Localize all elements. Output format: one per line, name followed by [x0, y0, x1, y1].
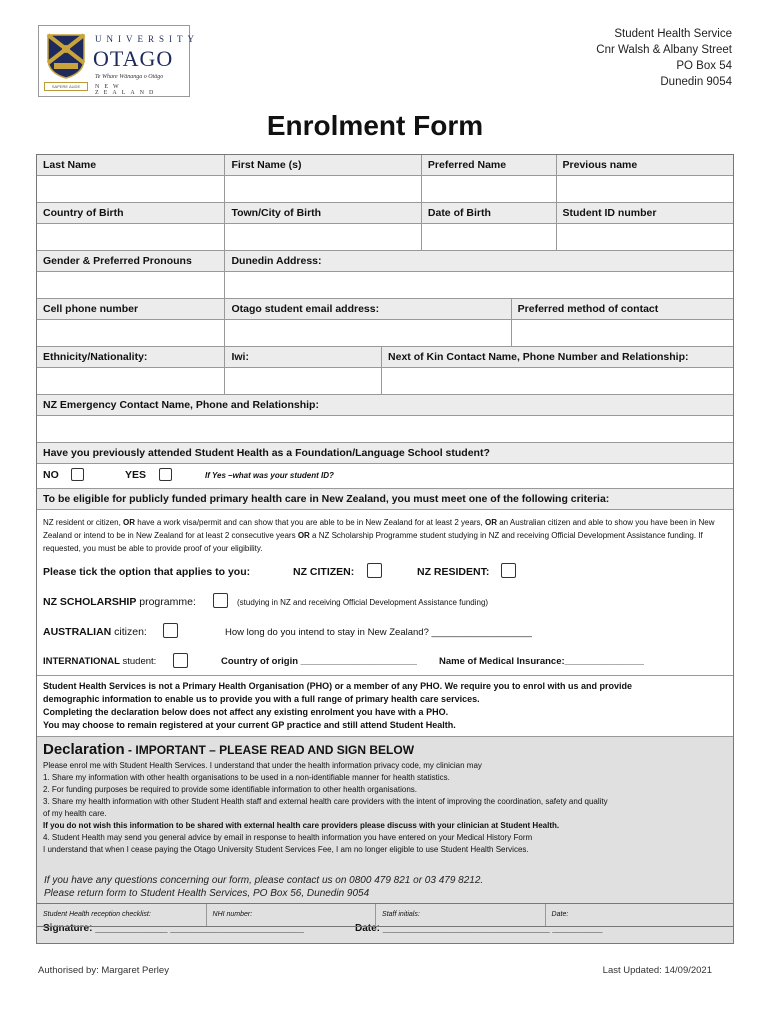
eligibility-criteria	[43, 516, 723, 555]
declaration-line-7: 4. Student Health may send you general advice by email in response to health information you have entered on your Medical History Form	[43, 833, 533, 842]
pho-notice	[37, 676, 733, 736]
declaration-subheading: - IMPORTANT – PLEASE READ AND SIGN BELOW	[124, 743, 415, 757]
country-of-birth-field[interactable]	[37, 224, 225, 250]
declaration-line-5: of my health care.	[43, 809, 107, 818]
declaration-body	[43, 760, 727, 856]
last-name-label: Last Name	[37, 155, 225, 175]
address-line-1: Student Health Service	[614, 28, 732, 40]
cell-phone-label: Cell phone number	[37, 299, 225, 319]
eligibility-heading: To be eligible for publicly funded primary health care in New Zealand, you must meet one of the following criteria:	[37, 489, 733, 509]
logo-maori-text: Te Whare Wānanga o Otāgo	[95, 74, 164, 80]
scholarship-label	[43, 596, 196, 608]
address-line-3: PO Box 54	[676, 60, 732, 72]
logo-university-text: UNIVERSITY	[95, 34, 199, 44]
contact-note-line-2: Please return form to Student Health Services, PO Box 56, Dunedin 9054	[44, 888, 370, 899]
dunedin-address-label: Dunedin Address:	[225, 251, 733, 271]
reception-checklist	[36, 903, 734, 927]
nz-citizen-label: NZ CITIZEN:	[293, 566, 355, 578]
foundation-question: Have you previously attended Student Health as a Foundation/Language School student?	[37, 443, 733, 463]
criteria-or-3: OR	[297, 531, 310, 540]
declaration-line-1: Please enrol me with Student Health Services. I understand that under the health information privacy code, my clinician may	[43, 761, 482, 770]
stay-duration-question[interactable]: How long do you intend to stay in New Zealand? ___________________	[225, 627, 532, 638]
criteria-text-1: NZ resident or citizen,	[43, 518, 124, 527]
notice-line-3: Completing the declaration below does not affect any existing enrolment you have with a PHO.	[43, 707, 449, 717]
date-of-birth-label: Date of Birth	[422, 203, 557, 223]
scholarship-rest: programme:	[136, 596, 196, 608]
first-name-label: First Name (s)	[225, 155, 421, 175]
declaration-heading: Declaration	[43, 741, 125, 758]
contact-method-field[interactable]	[512, 320, 733, 346]
nz-citizen-checkbox[interactable]	[367, 563, 382, 578]
declaration-line-2: 1. Share my information with other health organisations to be used in a non-identifiable manner for health statistics.	[43, 773, 450, 782]
notice-line-2: demographic information to enable us to provide you with a full range of primary health care services.	[43, 694, 480, 704]
address-line-2: Cnr Walsh & Albany Street	[596, 44, 732, 56]
preferred-name-label: Preferred Name	[422, 155, 557, 175]
country-of-birth-label: Country of Birth	[37, 203, 225, 223]
iwi-label: Iwi:	[225, 347, 382, 367]
scholarship-checkbox[interactable]	[213, 593, 228, 608]
emergency-contact-field[interactable]	[37, 416, 733, 442]
checklist-nhi[interactable]: NHI number:	[207, 904, 377, 926]
service-address	[596, 26, 732, 90]
cell-phone-field[interactable]	[37, 320, 225, 346]
contact-method-label: Preferred method of contact	[512, 299, 733, 319]
criteria-text-3: an Australian citizen and able to show you have been in New Zealand or intend to be in New Zealand for at least 2 consecutive years	[43, 518, 715, 540]
emergency-contact-label: NZ Emergency Contact Name, Phone and Relationship:	[37, 395, 733, 415]
enrolment-form	[36, 154, 734, 944]
student-id-label: Student ID number	[557, 203, 733, 223]
crest-motto: SAPERE AUDE	[44, 82, 88, 91]
page-title: Enrolment Form	[266, 110, 484, 141]
crest-icon	[46, 33, 86, 79]
email-label: Otago student email address:	[225, 299, 511, 319]
university-logo	[38, 25, 199, 97]
criteria-or-2: OR	[485, 518, 497, 527]
medical-insurance-field[interactable]: Name of Medical Insurance:_______________	[439, 656, 644, 667]
logo-otago-text: OTAGO	[93, 46, 174, 71]
declaration-line-3: 2. For funding purposes be required to provide some identifiable information to other health organisations.	[43, 785, 418, 794]
previous-name-label: Previous name	[557, 155, 733, 175]
international-label	[43, 656, 156, 667]
authorised-by: Authorised by: Margaret Perley	[38, 965, 169, 976]
country-of-origin-field[interactable]: Country of origin ______________________	[221, 656, 417, 667]
declaration-line-4: 3. Share my health information with other Student Health staff and external health care providers with the intent of improving the coordination, safety and quality	[43, 797, 608, 806]
nz-resident-label: NZ RESIDENT:	[417, 566, 490, 578]
previous-name-field[interactable]	[557, 176, 733, 202]
contact-note-line-1: If you have any questions concerning our form, please contact us on 0800 479 821 or 03 479 8212.	[44, 875, 484, 886]
yes-label: YES	[125, 469, 147, 481]
criteria-text-2: have a work visa/permit and can show that you are able to be in New Zealand for at least 2 years,	[135, 518, 485, 527]
email-field[interactable]	[225, 320, 511, 346]
australian-checkbox[interactable]	[163, 623, 178, 638]
checklist-reception: Student Health reception checklist:	[37, 904, 207, 926]
date-field[interactable]: Date: ______________________________ _________	[355, 923, 603, 934]
student-id-field[interactable]	[557, 224, 733, 250]
foundation-answer-row	[37, 464, 733, 488]
gender-label: Gender & Preferred Pronouns	[37, 251, 225, 271]
criteria-text-4: a NZ Scholarship Programme student studying in NZ and receiving Official Development Assistance funding. If requested, you must be able to provide proof of your eligibility.	[43, 531, 703, 553]
last-name-field[interactable]	[37, 176, 225, 202]
declaration-line-6: If you do not wish this information to be shared with external health care providers please discuss with your clinician at Student Health.	[43, 821, 560, 830]
no-label: NO	[43, 469, 59, 481]
declaration-title	[43, 741, 727, 758]
first-name-field[interactable]	[225, 176, 421, 202]
nz-resident-checkbox[interactable]	[501, 563, 516, 578]
yes-checkbox[interactable]	[159, 468, 172, 481]
australian-bold: AUSTRALIAN	[43, 626, 112, 638]
preferred-name-field[interactable]	[422, 176, 557, 202]
checklist-date[interactable]: Date:	[551, 911, 569, 918]
date-of-birth-field[interactable]	[422, 224, 557, 250]
tick-prompt: Please tick the option that applies to you:	[43, 566, 251, 578]
scholarship-note: (studying in NZ and receiving Official Development Assistance funding)	[237, 598, 489, 607]
criteria-or-1: OR	[123, 518, 136, 527]
international-bold: INTERNATIONAL	[43, 656, 120, 667]
iwi-field[interactable]	[225, 368, 382, 394]
next-of-kin-label: Next of Kin Contact Name, Phone Number and Relationship:	[382, 347, 733, 367]
notice-line-4: You may choose to remain registered at your current GP practice and still attend Student Health.	[43, 720, 456, 730]
dunedin-address-field[interactable]	[225, 272, 733, 298]
ethnicity-label: Ethnicity/Nationality:	[37, 347, 225, 367]
scholarship-bold: NZ SCHOLARSHIP	[43, 596, 137, 608]
town-of-birth-field[interactable]	[225, 224, 421, 250]
if-yes-label: If Yes –what was your student ID?	[205, 471, 334, 480]
next-of-kin-field[interactable]	[382, 368, 733, 394]
notice-line-1: Student Health Services is not a Primary Health Organisation (PHO) or a member of any PHO. We require you to enrol with us and provide	[43, 681, 632, 691]
international-rest: student:	[119, 656, 157, 667]
logo-country-text: NEW ZEALAND	[95, 84, 159, 96]
declaration-line-8: I understand that when I cease paying the Otago University Student Services Fee, I am no longer eligible to use Student Health Services.	[43, 845, 529, 854]
contact-note	[44, 874, 483, 900]
no-checkbox[interactable]	[71, 468, 84, 481]
international-checkbox[interactable]	[173, 653, 188, 668]
ethnicity-field[interactable]	[37, 368, 225, 394]
address-line-4: Dunedin 9054	[660, 76, 732, 88]
last-updated: Last Updated: 14/09/2021	[602, 965, 712, 976]
checklist-staff[interactable]: Staff initials:	[376, 904, 546, 926]
australian-rest: citizen:	[111, 626, 147, 638]
town-of-birth-label: Town/City of Birth	[225, 203, 421, 223]
eligibility-section	[37, 510, 733, 675]
australian-label	[43, 626, 147, 638]
signature-field[interactable]: Signature: _____________ ________________________	[43, 923, 304, 934]
gender-field[interactable]	[37, 272, 225, 298]
